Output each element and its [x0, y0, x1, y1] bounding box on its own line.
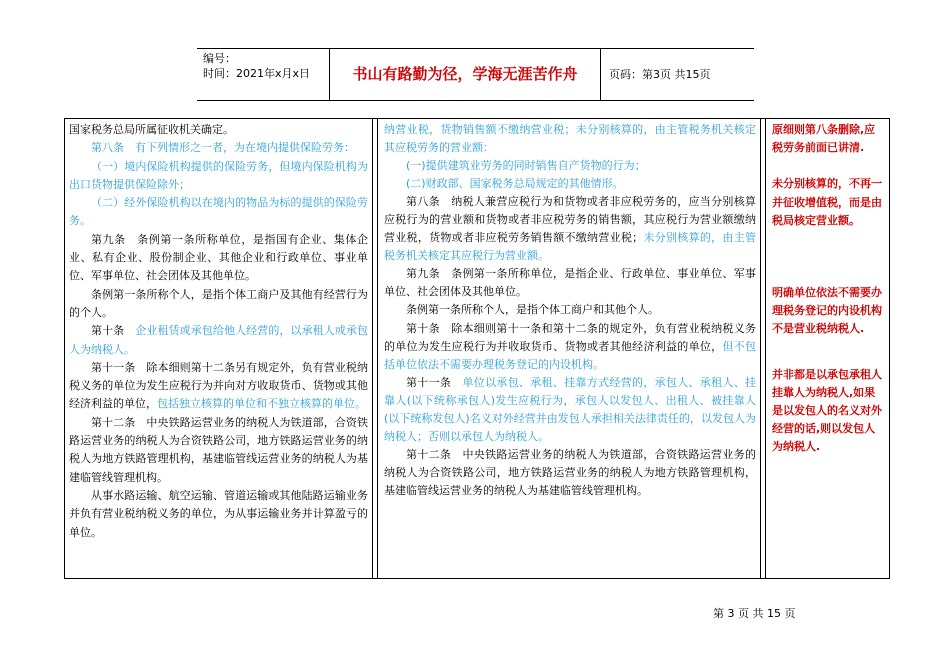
- notes-column: [765, 119, 889, 578]
- header-page-number: 页码：第3页 共15页: [609, 68, 711, 81]
- comparison-table: [64, 118, 890, 579]
- change-note: 明确单位依法不需要办理税务登记的内设机构不是营业税纳税人.: [772, 286, 882, 336]
- change-note: 未分别核算的，不再一并征收增值税，而是由税局核定营业额。: [772, 177, 882, 227]
- old-rules-paragraph: 第八条 有下列情形之一者，为在境内提供保险劳务：: [91, 141, 355, 155]
- new-rules-paragraph: [384, 374, 756, 446]
- header-page-cell: [601, 49, 754, 100]
- highlighted-text: 未分别核算的，由主管税务机关核定其应税行为营业额。: [384, 231, 756, 263]
- paragraph-text: 第十条 除本细则第十一条和第十二条的规定外，负有营业税纳税义务的单位为发生应税行为并收取货币、货物或者其他经济利益的单位，: [384, 321, 756, 353]
- document-time-label: 时间：2021年x月x日: [203, 67, 311, 80]
- old-rules-paragraph: 国家税务总局所属征收机关确定。: [69, 123, 234, 136]
- new-rules-paragraph: (一)提供建筑业劳务的同时销售自产货物的行为；: [406, 159, 646, 173]
- old-rules-paragraph: 第十二条 中央铁路运营业务的纳税人为铁道部，合资铁路运营业务的纳税人为合资铁路公司，地方铁路运营业务的纳税人为地方铁路管理机构，基建临管线运营业务的纳税人为基建临管线管理机构。: [69, 415, 368, 484]
- note-spacer: [772, 339, 886, 366]
- old-rules-paragraph: 条例第一条所称个人，是指个体工商户及其他有经营行为的个人。: [69, 287, 368, 319]
- old-rules-paragraph: [69, 322, 368, 359]
- change-note: 原细则第八条删除,应税劳务前面已讲清.: [772, 123, 876, 155]
- article-label: 第十条: [91, 324, 136, 338]
- note-spacer: [772, 157, 886, 175]
- old-rules-paragraph: 第九条 条例第一条所称单位，是指国有企业、集体企业、私有企业、股份制企业、其他企业和行政单位、事业单位、军事单位、社会团体及其他单位。: [69, 232, 368, 283]
- new-rules-paragraph: [384, 320, 756, 374]
- change-note: 并非都是以承包承租人挂靠人为纳税人,如果是以发包人的名义对外经营的话,则以发包人为纳税人.: [772, 367, 882, 454]
- page-footer: 第 3 页 共 15 页: [713, 607, 796, 620]
- old-rules-column: [65, 119, 373, 578]
- highlighted-text: 包括独立核算的单位和不独立核算的单位。: [157, 397, 366, 411]
- header-motto: 书山有路勤为径，学海无涯苦作舟: [352, 65, 578, 83]
- old-rules-paragraph: [69, 359, 368, 414]
- highlighted-text: 但不包括单位依法不需要办理税务登记的内设机构。: [384, 339, 756, 371]
- document-number-label: 编号：: [203, 52, 236, 65]
- new-rules-paragraph: 第十二条 中央铁路运营业务的纳税人为铁道部，合资铁路运营业务的纳税人为合资铁路公司，地方铁路运营业务的纳税人为地方铁路管理机构，基建临管线运营业务的纳税人为基建临管线管理机构。: [384, 447, 756, 497]
- highlighted-text: 单位以承包、承租、挂靠方式经营的，承包人、承租人、挂靠人(以下统称承包人)发生应税行为，承包人以发包人、出租人、被挂靠人(以下统称发包人)名义对外经营并由发包人承担相关法律责任的，以发包人为纳税人；否则以承包人为纳税人。: [384, 375, 756, 443]
- old-rules-paragraph: （一）境内保险机构提供的保险劳务，但境内保险机构为出口货物提供保险除外；: [69, 159, 368, 191]
- note-spacer: [772, 230, 886, 284]
- old-rules-paragraph: 从事水路运输、航空运输、管道运输或其他陆路运输业务并负有营业税纳税义务的单位，为从事运输业务并计算盈亏的单位。: [69, 488, 368, 539]
- new-rules-paragraph: 第九条 条例第一条所称单位，是指企业、行政单位、事业单位、军事单位、社会团体及其他单位。: [384, 267, 756, 299]
- header-meta-cell: [197, 49, 330, 100]
- page-header: [197, 48, 754, 101]
- paragraph-text: 第八条 纳税人兼营应税行为和货物或者非应税劳务的，应当分别核算应税行为的营业额和货物或者非应税劳务的销售额，其应税行为营业额缴纳营业税，货物或者非应税劳务销售额不缴纳营业税；: [384, 195, 756, 245]
- paragraph-text: 第十一条 除本细则第十二条另有规定外，负有营业税纳税义务的单位为发生应税行为并向对方收取货币、货物或其他经济利益的单位，: [69, 360, 368, 411]
- new-rules-paragraph: (二)财政部、国家税务总局规定的其他情形。: [406, 177, 624, 191]
- header-motto-cell: [330, 49, 601, 100]
- new-rules-column: [377, 119, 761, 578]
- old-rules-paragraph: （二）经外保险机构以在境内的物品为标的提供的保险劳务。: [69, 196, 368, 228]
- article-label: 第十一条: [406, 375, 463, 389]
- new-rules-paragraph: 纳营业税，货物销售额不缴纳营业税；未分别核算的，由主管税务机关核定其应税劳务的营业额：: [384, 123, 756, 155]
- new-rules-paragraph: 条例第一条所称个人，是指个体工商户和其他个人。: [406, 303, 659, 317]
- new-rules-paragraph: [384, 193, 756, 265]
- highlighted-text: 企业租赁或承包给他人经营的，以承租人或承包人为纳税人。: [69, 324, 369, 356]
